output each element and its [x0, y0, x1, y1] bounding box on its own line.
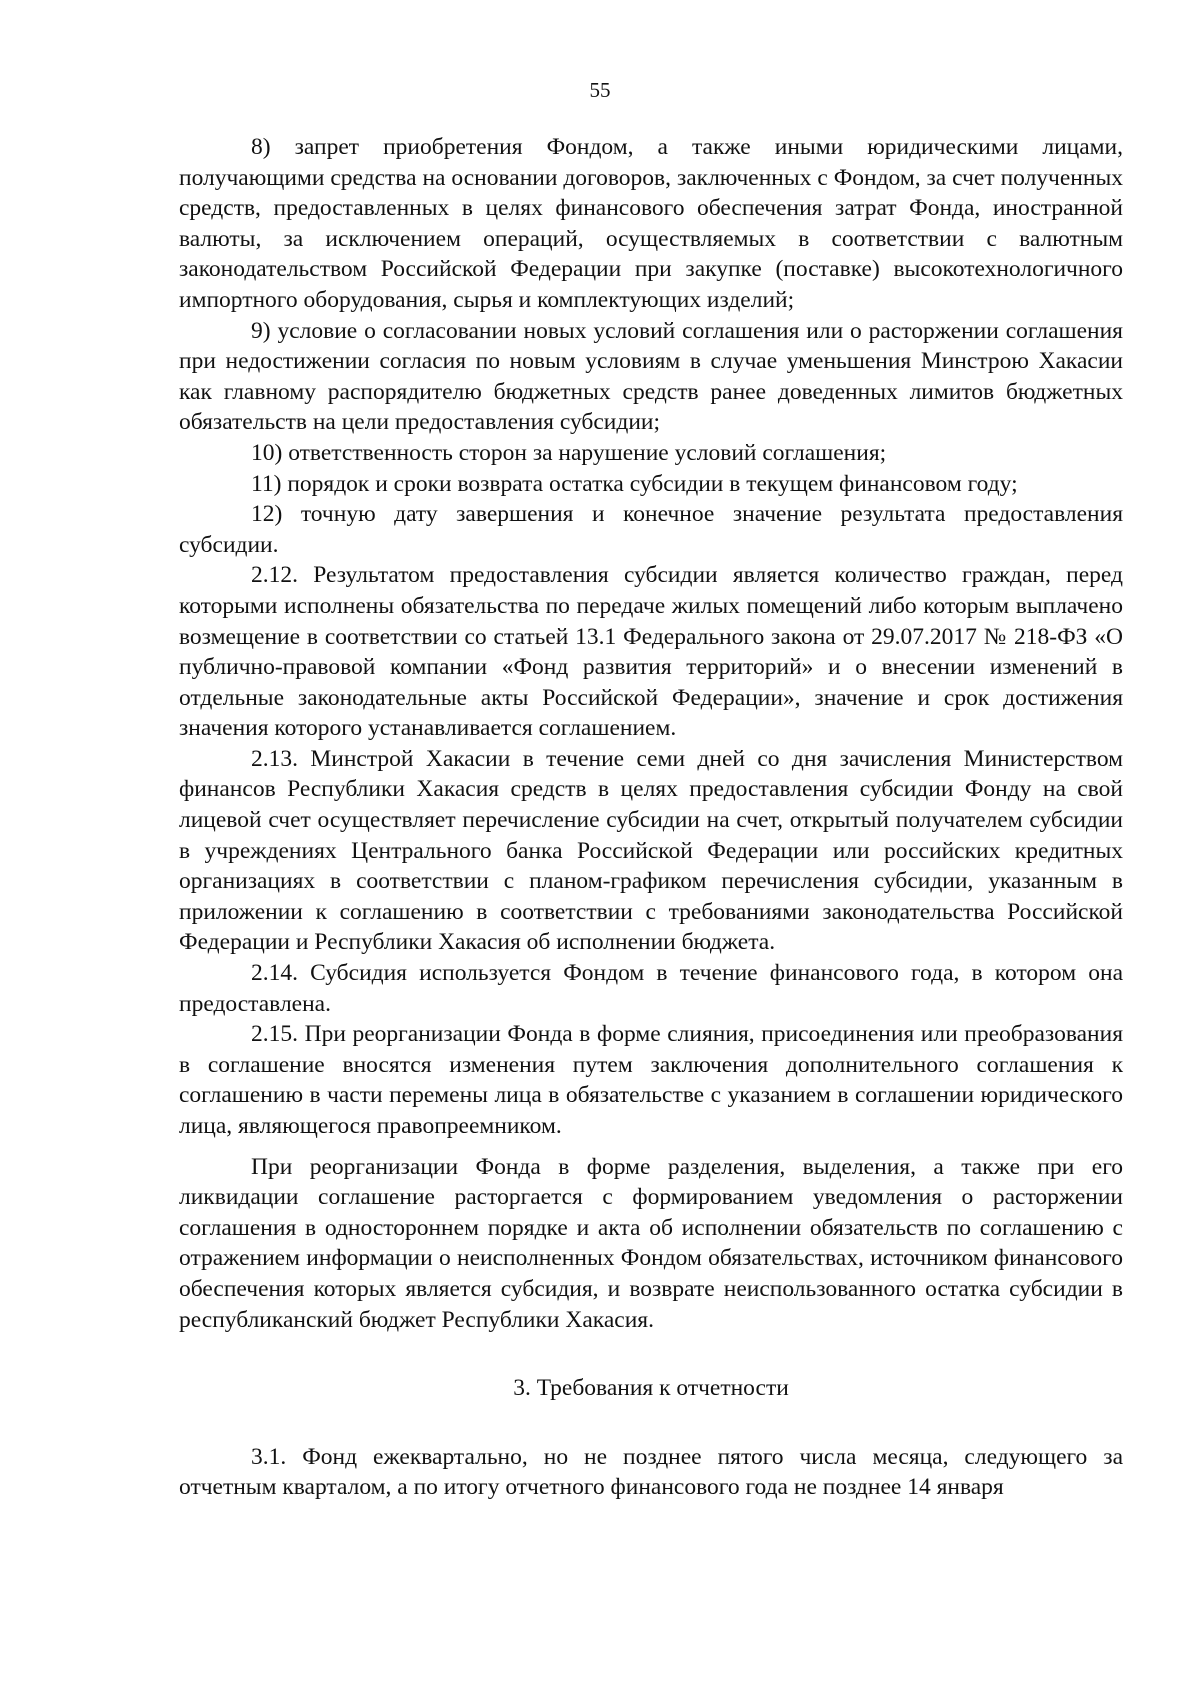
- document-body: [179, 132, 1123, 1503]
- paragraph-3-1: 3.1. Фонд ежеквартально, но не позднее пятого числа месяца, следующего за отчетным кварталом, а по итогу отчетного финансового года не позднее 14 января: [179, 1443, 1123, 1501]
- paragraph-11: 11) порядок и сроки возврата остатка субсидии в текущем финансовом году;: [251, 470, 1018, 497]
- paragraph-reorganization: При реорганизации Фонда в форме разделения, выделения, а также при его ликвидации соглашение расторгается с формированием уведомления о расторжении соглашения в одностороннем порядке и акта об исполнении обязательств по соглашению с отражением информации о неисполненных Фондом обязательствах, источником финансового обеспечения которых является субсидия, и возврате неиспользованного остатка субсидии в республиканский бюджет Республики Хакасия.: [179, 1153, 1123, 1333]
- paragraph-2-12: 2.12. Результатом предоставления субсидии является количество граждан, перед которыми исполнены обязательства по передаче жилых помещений либо которым выплачено возмещение в соответствии со статьей 13.1 Федерального закона от 29.07.2017 № 218-ФЗ «О публично-правовой компании «Фонд развития территорий» и о внесении изменений в отдельные законодательные акты Российской Федерации», значение и срок достижения значения которого устанавливается соглашением.: [179, 562, 1123, 742]
- section-heading: 3. Требования к отчетности: [513, 1375, 789, 1402]
- paragraph-2-14: 2.14. Субсидия используется Фондом в течение финансового года, в котором она предоставлена.: [179, 960, 1123, 1017]
- paragraph-2-13: 2.13. Минстрой Хакасии в течение семи дней со дня зачисления Министерством финансов Республики Хакасия средств в целях предоставления субсидии Фонду на свой лицевой счет осуществляет перечисление субсидии на счет, открытый получателем субсидии в учреждениях Центрального банка Российской Федерации или российских кредитных организациях в соответствии с планом-графиком перечисления субсидии, указанным в приложении к соглашению в соответствии с требованиями законодательства Российской Федерации и Республики Хакасия об исполнении бюджета.: [179, 745, 1123, 956]
- paragraph-12: 12) точную дату завершения и конечное значение результата предоставления субсидии.: [179, 501, 1123, 558]
- paragraph-8: 8) запрет приобретения Фондом, а также иными юридическими лицами, получающими средства на основании договоров, заключенных с Фондом, за счет полученных средств, предоставленных в целях финансового обеспечения затрат Фонда, иностранной валюты, за исключением операций, осуществляемых в соответствии с валютным законодательством Российской Федерации при закупке (поставке) высокотехнологичного импортного оборудования, сырья и комплектующих изделий;: [179, 134, 1123, 313]
- paragraph-10: 10) ответственность сторон за нарушение условий соглашения;: [251, 439, 887, 466]
- paragraph-9: 9) условие о согласовании новых условий соглашения или о расторжении соглашения при недостижении согласия по новым условиям в случае уменьшения Минстрою Хакасии как главному распорядителю бюджетных средств ранее доведенных лимитов бюджетных обязательств на цели предоставления субсидии;: [179, 317, 1123, 436]
- paragraph-2-15: 2.15. При реорганизации Фонда в форме слияния, присоединения или преобразования в соглашение вносятся изменения путем заключения дополнительного соглашения к соглашению в части перемены лица в обязательстве с указанием в соглашении юридического лица, являющегося правопреемником.: [179, 1021, 1123, 1139]
- page-number: 55: [589, 78, 611, 102]
